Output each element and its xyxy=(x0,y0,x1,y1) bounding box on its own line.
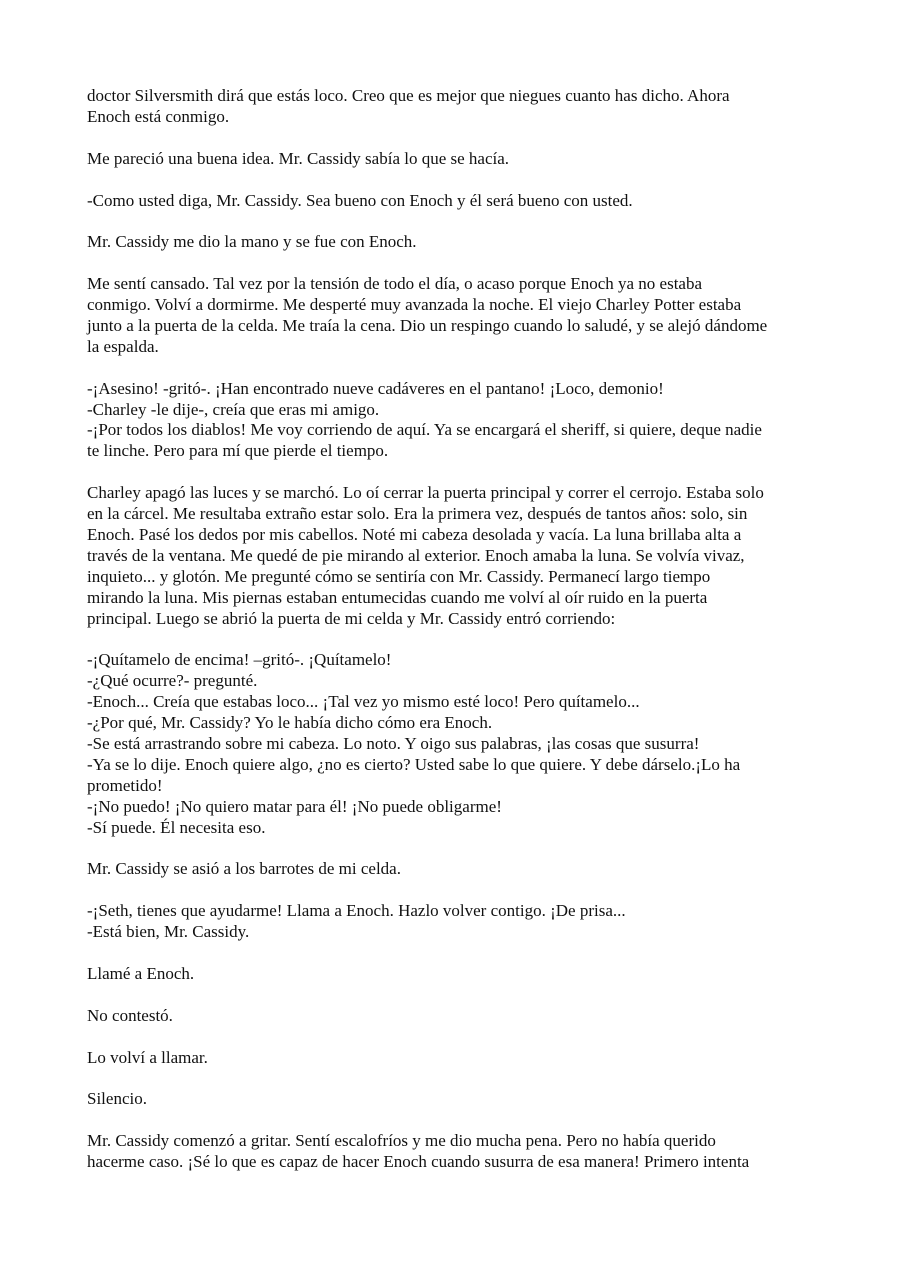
paragraph xyxy=(87,1131,827,1173)
text-line: Mr. Cassidy se asió a los barrotes de mi celda. xyxy=(87,859,401,879)
text-line: prometido! xyxy=(87,775,163,795)
text-line: te linche. Pero para mí que pierde el tiempo. xyxy=(87,441,389,461)
paragraph xyxy=(87,379,827,463)
text-line: -¡No puedo! ¡No quiero matar para él! ¡No puede obligarme! xyxy=(87,796,502,816)
text-line: -Sí puede. Él necesita eso. xyxy=(87,817,266,837)
text-line: mirando la luna. Mis piernas estaban entumecidas cuando me volví al oír ruido en la puerta xyxy=(87,587,708,607)
text-line: -Como usted diga, Mr. Cassidy. Sea bueno con Enoch y él será bueno con usted. xyxy=(87,190,633,210)
paragraph xyxy=(87,901,827,943)
text-line: hacerme caso. ¡Sé lo que es capaz de hacer Enoch cuando susurra de esa manera! Primero intenta xyxy=(87,1152,750,1171)
text-line: junto a la puerta de la celda. Me traía la cena. Dio un respingo cuando lo saludé, y se alejó dándome xyxy=(87,315,768,335)
text-line: -¡Quítamelo de encima! –gritó-. ¡Quítamelo! xyxy=(87,650,392,670)
text-line: Llamé a Enoch. xyxy=(87,963,195,983)
document-body xyxy=(87,86,827,1194)
paragraph xyxy=(87,483,827,629)
text-line: Charley apagó las luces y se marchó. Lo oí cerrar la puerta principal y correr el cerrojo. Estaba solo xyxy=(87,483,764,503)
text-line: en la cárcel. Me resultaba extraño estar solo. Era la primera vez, después de tantos años: solo, sin xyxy=(87,504,748,524)
text-line: doctor Silversmith dirá que estás loco. Creo que es mejor que niegues cuanto has dicho. Ahora xyxy=(87,86,730,105)
text-line: -Se está arrastrando sobre mi cabeza. Lo noto. Y oigo sus palabras, ¡las cosas que susurra! xyxy=(87,733,700,753)
text-line: -¿Qué ocurre?- pregunté. xyxy=(87,671,258,691)
text-line: Mr. Cassidy comenzó a gritar. Sentí escalofríos y me dio mucha pena. Pero no había querido xyxy=(87,1131,716,1151)
text-line: -Charley -le dije-, creía que eras mi amigo. xyxy=(87,399,380,419)
text-line: -¿Por qué, Mr. Cassidy? Yo le había dicho cómo era Enoch. xyxy=(87,713,493,733)
paragraph xyxy=(87,1089,827,1110)
text-line: Silencio. xyxy=(87,1089,147,1109)
paragraph xyxy=(87,149,827,170)
text-line: -Está bien, Mr. Cassidy. xyxy=(87,922,250,942)
text-line: Lo volví a llamar. xyxy=(87,1047,208,1067)
text-line: -Enoch... Creía que estabas loco... ¡Tal vez yo mismo esté loco! Pero quítamelo... xyxy=(87,692,640,712)
text-line: Me sentí cansado. Tal vez por la tensión de todo el día, o acaso porque Enoch ya no estaba xyxy=(87,274,703,294)
text-line: Me pareció una buena idea. Mr. Cassidy sabía lo que se hacía. xyxy=(87,148,510,168)
paragraph xyxy=(87,191,827,212)
paragraph xyxy=(87,86,827,128)
text-line: Mr. Cassidy me dio la mano y se fue con Enoch. xyxy=(87,232,417,252)
text-line: Enoch. Pasé los dedos por mis cabellos. Noté mi cabeza desolada y vacía. La luna brillaba alta a xyxy=(87,524,742,544)
text-line: No contestó. xyxy=(87,1005,173,1025)
text-line: -¡Por todos los diablos! Me voy corriendo de aquí. Ya se encargará el sheriff, si quiere, deque nadie xyxy=(87,420,762,440)
paragraph xyxy=(87,859,827,880)
text-line: inquieto... y glotón. Me pregunté cómo se sentiría con Mr. Cassidy. Permanecí largo tiempo xyxy=(87,566,711,586)
text-line: través de la ventana. Me quedé de pie mirando al exterior. Enoch amaba la luna. Se volvía vivaz, xyxy=(87,545,745,565)
text-line: la espalda. xyxy=(87,336,159,356)
paragraph xyxy=(87,964,827,985)
text-line: Enoch está conmigo. xyxy=(87,106,230,126)
text-line: principal. Luego se abrió la puerta de mi celda y Mr. Cassidy entró corriendo: xyxy=(87,608,616,628)
text-line: -¡Seth, tienes que ayudarme! Llama a Enoch. Hazlo volver contigo. ¡De prisa... xyxy=(87,901,626,921)
text-line: -¡Asesino! -gritó-. ¡Han encontrado nueve cadáveres en el pantano! ¡Loco, demonio! xyxy=(87,378,664,398)
text-line: conmigo. Volví a dormirme. Me desperté muy avanzada la noche. El viejo Charley Potter estaba xyxy=(87,295,742,314)
paragraph xyxy=(87,274,827,358)
text-line: -Ya se lo dije. Enoch quiere algo, ¿no es cierto? Usted sabe lo que quiere. Y debe dárselo.¡Lo ha xyxy=(87,754,741,774)
paragraph xyxy=(87,232,827,253)
paragraph xyxy=(87,1006,827,1027)
paragraph xyxy=(87,1048,827,1069)
paragraph xyxy=(87,650,827,838)
